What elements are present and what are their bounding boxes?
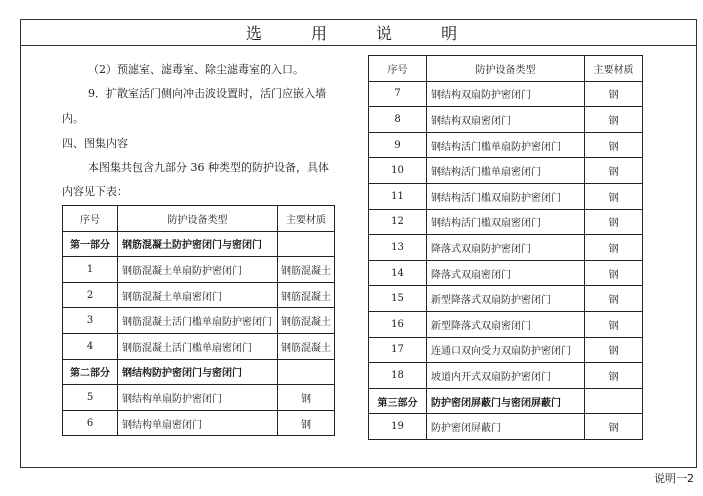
- cell-material: 钢: [585, 363, 643, 389]
- cell-no: 2: [63, 282, 118, 308]
- cell-no: 11: [369, 183, 427, 209]
- cell-no: 9: [369, 132, 427, 158]
- cell-no: 3: [63, 308, 118, 334]
- table-row: [369, 132, 643, 158]
- section-row: [63, 359, 335, 385]
- section-empty: [585, 388, 643, 414]
- paragraph-contents: 本图集共包含九部分 36 种类型的防护设备，具体: [88, 161, 329, 174]
- header-material: 主要材质: [278, 206, 335, 232]
- cell-type: 防护密闭屏蔽门: [427, 414, 585, 440]
- cell-type: 钢筋混凝土活门槛单扇防护密闭门: [118, 308, 278, 334]
- table-row: [63, 385, 335, 411]
- cell-material: 钢筋混凝土: [278, 282, 335, 308]
- section-row: [63, 231, 335, 257]
- cell-material: 钢: [278, 385, 335, 411]
- cell-material: 钢筋混凝土: [278, 257, 335, 283]
- cell-no: 10: [369, 158, 427, 184]
- cell-no: 12: [369, 209, 427, 235]
- cell-no: 14: [369, 260, 427, 286]
- cell-type: 坡道内开式双扇防护密闭门: [427, 363, 585, 389]
- section-heading-contents: 四、图集内容: [62, 137, 128, 150]
- header-no: 序号: [369, 56, 427, 82]
- equipment-table-left: [62, 205, 335, 436]
- cell-type: 钢结构单扇防护密闭门: [118, 385, 278, 411]
- cell-no: 4: [63, 333, 118, 359]
- cell-no: 19: [369, 414, 427, 440]
- table-row: [369, 311, 643, 337]
- page-number: 说明一2: [654, 472, 694, 485]
- table-row: [369, 260, 643, 286]
- cell-material: 钢: [585, 107, 643, 133]
- cell-no: 7: [369, 81, 427, 107]
- table-header-row: [369, 56, 643, 82]
- cell-no: 6: [63, 410, 118, 436]
- cell-no: 17: [369, 337, 427, 363]
- table-header-row: [63, 206, 335, 232]
- cell-type: 钢筋混凝土单扇防护密闭门: [118, 257, 278, 283]
- cell-material: 钢: [585, 158, 643, 184]
- table-row: [369, 209, 643, 235]
- paragraph-item-9: 9．扩散室活门侧向冲击波设置时，活门应嵌入墙: [88, 87, 326, 100]
- header-type: 防护设备类型: [118, 206, 278, 232]
- section-label: 第一部分: [63, 231, 118, 257]
- cell-no: 15: [369, 286, 427, 312]
- table-row: [369, 337, 643, 363]
- cell-material: 钢筋混凝土: [278, 333, 335, 359]
- cell-type: 降落式双扇防护密闭门: [427, 235, 585, 261]
- cell-type: 钢筋混凝土单扇密闭门: [118, 282, 278, 308]
- table-row: [63, 282, 335, 308]
- cell-no: 16: [369, 311, 427, 337]
- cell-type: 降落式双扇密闭门: [427, 260, 585, 286]
- cell-type: 钢结构双扇密闭门: [427, 107, 585, 133]
- page-title: 选 用 说 明: [245, 24, 480, 43]
- table-row: [63, 308, 335, 334]
- table-row: [369, 183, 643, 209]
- cell-type: 新型降落式双扇防护密闭门: [427, 286, 585, 312]
- cell-type: 钢结构活门槛双扇防护密闭门: [427, 183, 585, 209]
- section-title: 防护密闭屏蔽门与密闭屏蔽门: [427, 388, 585, 414]
- paragraph-contents-cont: 内容见下表：: [62, 185, 128, 198]
- table-row: [369, 363, 643, 389]
- cell-material: 钢: [585, 311, 643, 337]
- cell-type: 钢结构单扇密闭门: [118, 410, 278, 436]
- cell-type: 连通口双向受力双扇防护密闭门: [427, 337, 585, 363]
- table-row: [63, 410, 335, 436]
- header-type: 防护设备类型: [427, 56, 585, 82]
- cell-no: 8: [369, 107, 427, 133]
- cell-no: 13: [369, 235, 427, 261]
- section-empty: [278, 359, 335, 385]
- table-row: [369, 414, 643, 440]
- table-row: [369, 81, 643, 107]
- cell-material: 钢筋混凝土: [278, 308, 335, 334]
- cell-material: 钢: [585, 209, 643, 235]
- table-row: [369, 158, 643, 184]
- cell-material: 钢: [585, 183, 643, 209]
- table-row: [63, 333, 335, 359]
- cell-material: 钢: [585, 414, 643, 440]
- cell-no: 1: [63, 257, 118, 283]
- cell-type: 新型降落式双扇密闭门: [427, 311, 585, 337]
- table-row: [369, 235, 643, 261]
- cell-material: 钢: [585, 81, 643, 107]
- section-empty: [278, 231, 335, 257]
- cell-material: 钢: [585, 132, 643, 158]
- section-row: [369, 388, 643, 414]
- header-no: 序号: [63, 206, 118, 232]
- cell-type: 钢结构活门槛单扇防护密闭门: [427, 132, 585, 158]
- section-title: 钢筋混凝土防护密闭门与密闭门: [118, 231, 278, 257]
- cell-material: 钢: [585, 286, 643, 312]
- cell-type: 钢结构活门槛双扇密闭门: [427, 209, 585, 235]
- section-title: 钢结构防护密闭门与密闭门: [118, 359, 278, 385]
- header-material: 主要材质: [585, 56, 643, 82]
- section-label: 第三部分: [369, 388, 427, 414]
- section-label: 第二部分: [63, 359, 118, 385]
- cell-material: 钢: [278, 410, 335, 436]
- cell-no: 18: [369, 363, 427, 389]
- cell-material: 钢: [585, 337, 643, 363]
- paragraph-entrance: （2）预滤室、滤毒室、除尘滤毒室的入口。: [88, 63, 304, 76]
- equipment-table-right: [368, 55, 643, 440]
- paragraph-item-9-cont: 内。: [62, 112, 84, 125]
- cell-material: 钢: [585, 260, 643, 286]
- title-divider: [20, 45, 697, 46]
- table-row: [369, 107, 643, 133]
- table-row: [63, 257, 335, 283]
- cell-type: 钢结构双扇防护密闭门: [427, 81, 585, 107]
- cell-material: 钢: [585, 235, 643, 261]
- cell-type: 钢筋混凝土活门槛单扇密闭门: [118, 333, 278, 359]
- cell-no: 5: [63, 385, 118, 411]
- table-row: [369, 286, 643, 312]
- cell-type: 钢结构活门槛单扇密闭门: [427, 158, 585, 184]
